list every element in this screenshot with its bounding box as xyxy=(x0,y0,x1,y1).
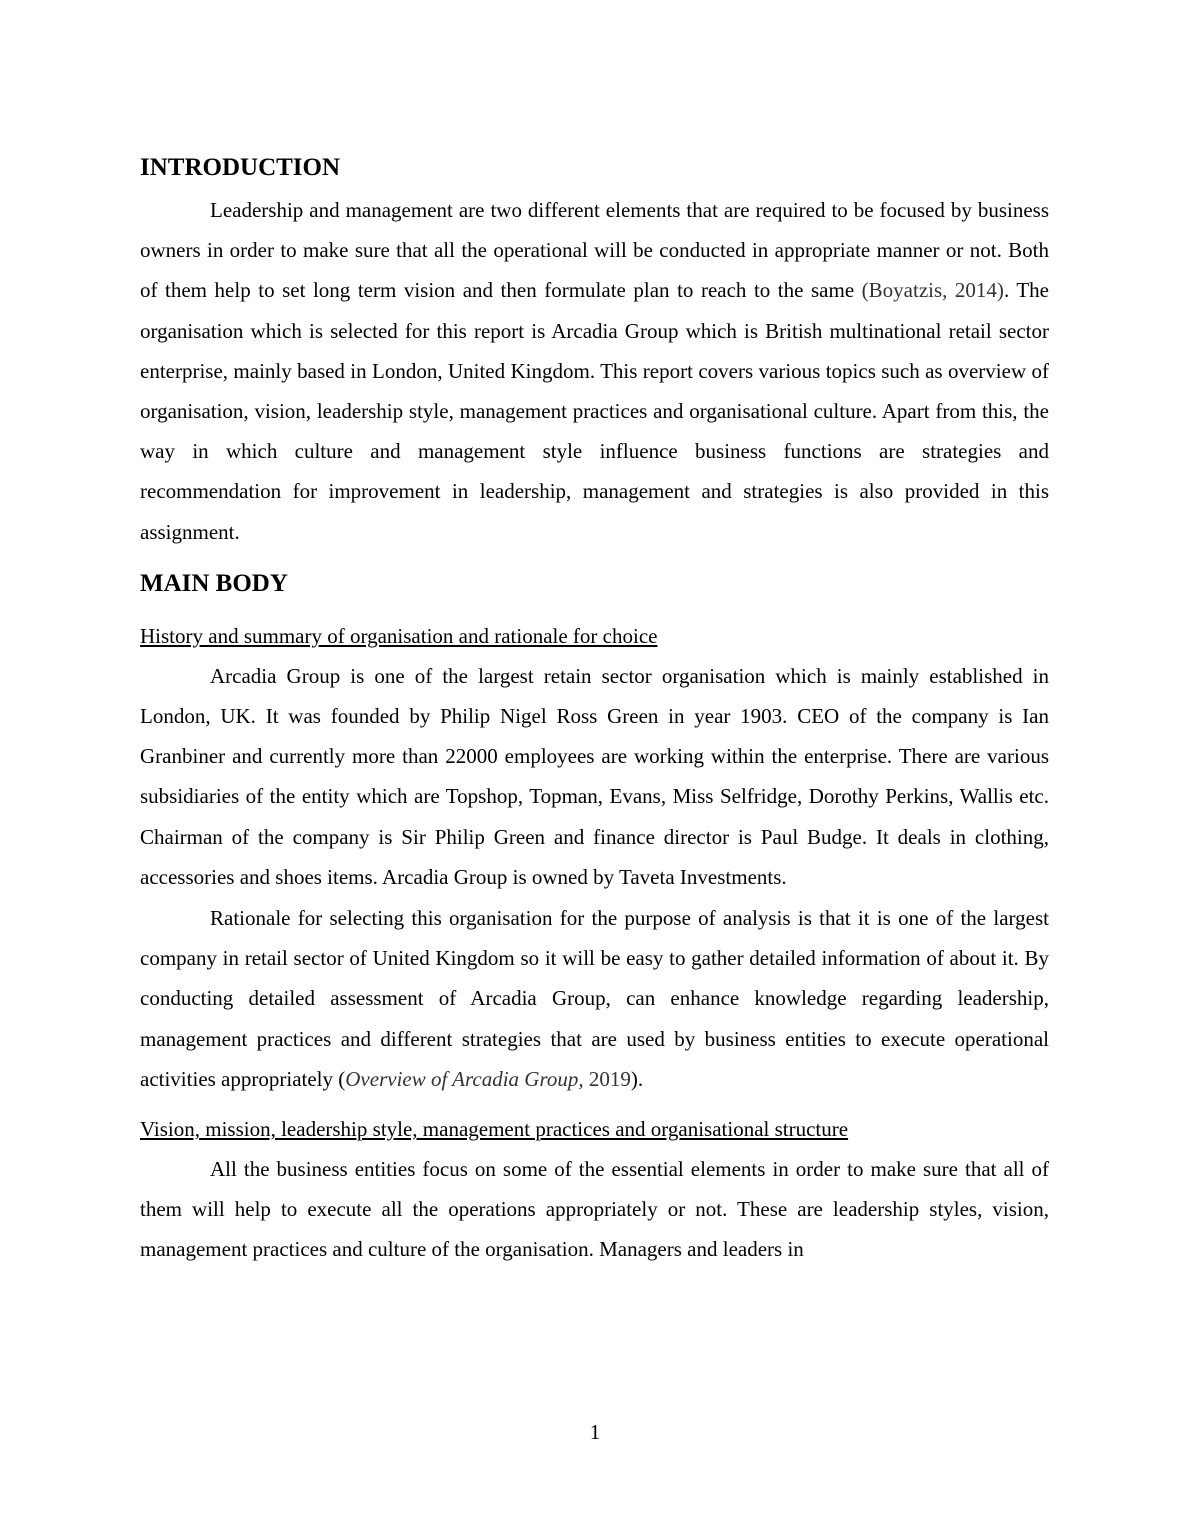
citation-boyatzis: (Boyatzis, 2014) xyxy=(861,278,1004,303)
citation-overview-arcadia: Overview of Arcadia Group, xyxy=(345,1066,584,1091)
history-paragraph: Arcadia Group is one of the largest retain sector organisation which is mainly established in London, UK. It was founded by Philip Nigel Ross Green in year 1903. CEO of the company is Ian Granbiner and currently more than 22000 employees are working within the enterprise. There are various subsidiaries of the entity which are Topshop, Topman, Evans, Miss Selfridge, Dorothy Perkins, Wallis etc. Chairman of the company is Sir Philip Green and finance director is Paul Budge. It deals in clothing, accessories and shoes items. Arcadia Group is owned by Taveta Investments. xyxy=(140,663,1049,889)
section-vision-title: Vision, mission, leadership style, management practices and organisational structure xyxy=(140,1117,849,1142)
page-content xyxy=(140,148,1049,1270)
section-history-title: History and summary of organisation and rationale for choice xyxy=(140,623,658,648)
citation-year: 2019 xyxy=(583,1066,631,1091)
rationale-text-part-2: ). xyxy=(630,1066,644,1091)
main-body-heading: MAIN BODY xyxy=(140,569,288,597)
intro-text-part-2: . The organisation which is selected for this report is Arcadia Group which is British multinational retail sector enterprise, mainly based in London, United Kingdom. This report covers various topics such as overview of organisation, vision, leadership style, management practices and organisational culture. Apart from this, the way in which culture and management style influence business functions are strategies and recommendation for improvement in leadership, management and strategies is also provided in this assignment. xyxy=(140,278,1049,544)
page-number: 1 xyxy=(589,1420,601,1444)
vision-paragraph: All the business entities focus on some of the essential elements in order to make sure that all of them will help to execute all the operations appropriately or not. These are leadership styles, vision, management practices and culture of the organisation. Managers and leaders in xyxy=(140,1157,1049,1262)
rationale-text-part-1: Rationale for selecting this organisation for the purpose of analysis is that it is one of the largest company in retail sector of United Kingdom so it will be easy to gather detailed information of about it. By conducting detailed assessment of Arcadia Group, can enhance knowledge regarding leadership, management practices and different strategies that are used by business entities to execute operational activities appropriately ( xyxy=(140,906,1049,1091)
rationale-paragraph xyxy=(140,898,1049,1099)
introduction-paragraph xyxy=(140,190,1049,552)
introduction-heading: INTRODUCTION xyxy=(140,154,341,181)
intro-text-part-1: Leadership and management are two different elements that are required to be focused by business owners in order to make sure that all the operational will be conducted in appropriate manner or not. Both of them help to set long term vision and then formulate plan to reach to the same xyxy=(140,198,1049,303)
